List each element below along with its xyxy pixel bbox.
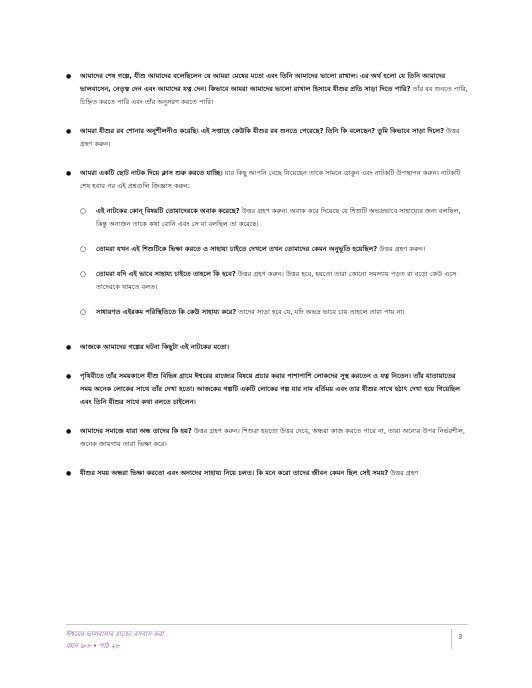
sub-item-2: [80, 243, 468, 256]
footer-separator: [451, 629, 452, 649]
statement-text: আজকে আমাদের গল্পের ঘটনা কিছুটা এই নাটকের মতো।: [80, 343, 230, 351]
question-text: আমরা যীশুর রব শোনার অনুশীলনীও করেছি। এই সপ্তাহে কেউকি যীশুর রব শুনতে পেরেছে? তিনি কি বলেছেন? তুমি কিভাবে সাড়া দিলে?: [80, 127, 445, 135]
instruction-text: যার কিছু আপনি বেছে নিয়েছেন তাকে সামনে ডাকুন এবং নাটকটি উপস্থাপন করুন। নাটকটি শেষ হবার পর এই প্রশ্নগুলি জিজ্ঞাস করুন:: [80, 169, 461, 190]
question-text: আমাদের সমাজে যারা অন্ধ তাদের কি হয়?: [80, 427, 192, 435]
question-text: এই নাটকের কোন্ বিষয়টি তোমাদেরকে অবাক করেছে?: [96, 207, 240, 215]
footer-lesson-title: ঈশ্বরের ভালবাসার রাজ্যে বসবাস করা: [66, 630, 164, 638]
bullet-item-4: [66, 341, 468, 354]
question-text: সাধারণত এইরকম পরিস্থিতিতে কি কেউ সাহায্য করে?: [96, 308, 237, 316]
bullet-item-1: [66, 70, 468, 109]
answer-text: উত্তর গ্রহণ করুন। শিশুরা হয়তো উত্তর দেবে, অন্ধরা কাজ করতে পারে না, তারা অন্যের উপর নির্ভরশীল, অনেক জায়গায় তারা ভিক্ষা করে।: [80, 427, 465, 448]
bullet-item-5: [66, 370, 468, 409]
lesson-body: [66, 70, 468, 480]
answer-text: উত্তর গ্রহণ করুন।: [377, 245, 426, 253]
footer-lesson-meta: বয়স ৬-৮ • পাঠ ২৮: [66, 642, 120, 650]
answer-text: তাদের সাড়া হবে যে, যদি অভদ্র ভাবে চায় তাহলে তারা পায় না।: [236, 308, 405, 316]
page-number: 3: [458, 633, 463, 641]
answer-text: তাঁর রব শুনতে পারি, চিহ্নিত করতে পারি এবং তাঁর অনুসরণ করতে পারি।: [80, 85, 468, 106]
bullet-item-3: [66, 167, 468, 193]
answer-text: উত্তর গ্রহণ: [388, 469, 419, 477]
question-text: আমাদের শেষ গল্পে, যীশু আমাদের বলেছিলেন যে আমরা মেষের মতো এবং তিনি আমাদের ভালো রাখাল। এর অর্থ হলো যে তিনি আমাদের ভালবাসেন, নেতৃত্ব দেন এবং আমাদের যত্ন দেন। কিভাবে আমরা আমাদের ভালো রাখাল হিসাবে যীশুর প্রতি সাড়া দিতে পারি?: [80, 72, 446, 93]
footer-title: [66, 628, 164, 652]
statement-text: পৃথিবীতে তাঁর সময়কালে যীশু বিভিন্ন গ্রামে ঈশ্বরের রাজ্যের বিষয়ে প্রচার করার পাশাপাশি লোকদের সুস্থ করতেন ও যত্ন নিতেন। তাঁর যাতায়াতের সময় অনেক লোকের সাথে তাঁর দেখা হতো। আজকের গল্পটি একটি লোকের গল্প যার নাম বর্তিময় এবং তার যীশুর সাথে হঠাৎ দেখা হয়ে গিয়েছিল এবং তিনি যীশুর সাথে কথা বলতে চাইলেন।: [80, 372, 461, 406]
question-text: আমরা একটি ছোট নাটক দিয়ে ক্লাস শুরু করতে যাচ্ছি।: [80, 169, 223, 177]
answer-text: উত্তর গ্রহণ করুন। অবাক করে দিয়েছে যে শিশুটি অভদ্রভাবে সাহায্যের জন্য বলছিল, কিন্তু অন্যজন তাকে কথা বোনি এবং সে যা বলছিল তা করেছে।: [96, 207, 461, 228]
sub-item-1: [80, 205, 468, 231]
sub-item-3: [80, 268, 468, 294]
question-text: তোমরা যদি এই ভাবে সাহায্য চাইতে তাহলে কি হবে?: [96, 270, 236, 278]
sub-item-4: [80, 306, 468, 319]
footer-divider: [66, 624, 468, 625]
bullet-item-7: [66, 467, 468, 480]
bullet-item-6: [66, 425, 468, 451]
question-text: তোমরা যখন এই শিশুটিকে ভিক্ষা করতে ও সাহায্য চাইতে দেখলে তখন তোমাদের কেমন অনুভূতি হয়েছিল?: [96, 245, 378, 253]
question-text: যীশুর সময় অন্ধরা ভিক্ষা করতো এবং অন্যদের সাহায্য নিয়ে চলত। কি মনে করো তাদের জীবন কেমন ছিল সেই সময়?: [80, 469, 389, 477]
answer-text: উত্তর গ্রহণ করুন।: [80, 127, 460, 148]
bullet-item-2: [66, 125, 468, 151]
answer-text: উত্তর গ্রহণ করুন। উত্তর হবে, হয়তো তারা কোনো সমস্যায় পড়ত বা বড়ো কেউ এসে তাদেরকে থামতে বলত।: [96, 270, 457, 291]
